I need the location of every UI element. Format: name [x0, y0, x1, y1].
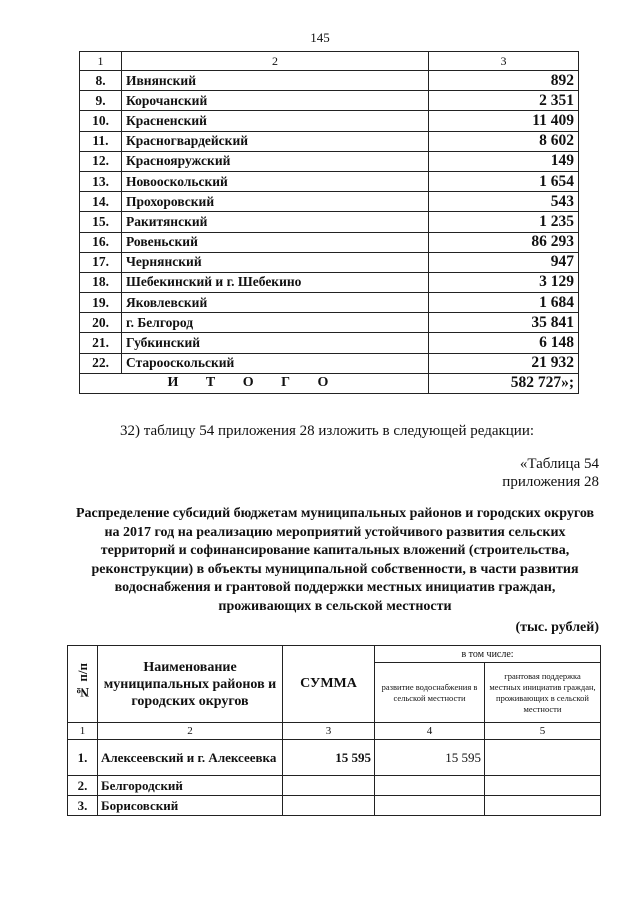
grant-support-value	[485, 776, 601, 796]
sum-value	[283, 796, 375, 816]
sum-value	[283, 776, 375, 796]
row-number: 17.	[80, 252, 122, 272]
row-number: 8.	[80, 71, 122, 91]
column-number: 4	[375, 723, 485, 740]
row-number: 14.	[80, 192, 122, 212]
column-header: 2	[122, 52, 429, 71]
table-row	[80, 71, 579, 91]
subsidy-value: 3 129	[429, 272, 579, 292]
row-number: 9.	[80, 91, 122, 111]
district-name: Алексеевский и г. Алексеевка	[98, 740, 283, 776]
table-row	[80, 212, 579, 232]
table-row	[80, 131, 579, 151]
table-header-row	[68, 646, 601, 663]
table-row	[80, 353, 579, 373]
column-header: 1	[80, 52, 122, 71]
table-title: Распределение субсидий бюджетам муниципальных районов и городских округов на 2017 год на реализацию мероприятий устойчивого развития сельских территорий и софинансирование капитальных вложений (строительства, реконструкции) в объекты муниципальной собственности, в части развития водоснабжения и грантовой поддержки местных инициатив граждан, проживающих в сельской местности	[75, 506, 595, 614]
table-row	[68, 796, 601, 816]
district-name: Борисовский	[98, 796, 283, 816]
row-number: 1.	[68, 740, 98, 776]
column-header-num: № п/п	[68, 646, 98, 723]
row-number: 18.	[80, 272, 122, 292]
row-number: 15.	[80, 212, 122, 232]
column-number: 3	[283, 723, 375, 740]
column-header-including: в том числе:	[375, 646, 601, 663]
table-row	[80, 151, 579, 171]
district-name: Шебекинский и г. Шебекино	[122, 272, 429, 292]
subsidy-value: 1 654	[429, 171, 579, 191]
subsidy-value: 8 602	[429, 131, 579, 151]
subsidy-value: 543	[429, 192, 579, 212]
total-label: И Т О Г О	[80, 373, 429, 393]
water-supply-value	[375, 776, 485, 796]
subsidy-value: 892	[429, 71, 579, 91]
table-reference	[502, 455, 599, 491]
units-label: (тыс. рублей)	[515, 620, 599, 635]
district-name: г. Белгород	[122, 313, 429, 333]
table-row	[80, 192, 579, 212]
table-row	[80, 313, 579, 333]
table-row	[80, 293, 579, 313]
district-name: Прохоровский	[122, 192, 429, 212]
row-number: 22.	[80, 353, 122, 373]
column-header-sum: СУММА	[283, 646, 375, 723]
table-row	[80, 252, 579, 272]
table-row	[68, 740, 601, 776]
district-name: Корочанский	[122, 91, 429, 111]
table-reference-line: приложения 28	[502, 474, 599, 490]
row-number: 13.	[80, 171, 122, 191]
subsidy-value: 2 351	[429, 91, 579, 111]
column-header: 3	[429, 52, 579, 71]
subsidy-value: 149	[429, 151, 579, 171]
table-row	[80, 91, 579, 111]
water-supply-value	[375, 796, 485, 816]
column-header-name: Наименование муниципальных районов и городских округов	[98, 646, 283, 723]
district-name: Ивнянский	[122, 71, 429, 91]
table-subsidies	[67, 645, 601, 816]
district-name: Яковлевский	[122, 293, 429, 313]
amendment-instruction: 32) таблицу 54 приложения 28 изложить в следующей редакции:	[120, 423, 535, 439]
district-name: Ровеньский	[122, 232, 429, 252]
district-name: Белгородский	[98, 776, 283, 796]
table-row	[68, 776, 601, 796]
table-row	[80, 333, 579, 353]
table-row	[80, 272, 579, 292]
table-districts-continued	[79, 51, 579, 394]
table-row	[80, 232, 579, 252]
total-row	[80, 373, 579, 393]
district-name: Красногвардейский	[122, 131, 429, 151]
row-number: 10.	[80, 111, 122, 131]
subsidy-value: 6 148	[429, 333, 579, 353]
row-number: 16.	[80, 232, 122, 252]
subsidy-value: 21 932	[429, 353, 579, 373]
district-name: Губкинский	[122, 333, 429, 353]
table-row	[80, 111, 579, 131]
table-row	[80, 171, 579, 191]
table-reference-line: «Таблица 54	[519, 456, 599, 472]
subsidy-value: 1 684	[429, 293, 579, 313]
row-number: 3.	[68, 796, 98, 816]
row-number: 11.	[80, 131, 122, 151]
column-header-grant-support: грантовая поддержка местных инициатив граждан, проживающих в сельской местности	[485, 663, 601, 723]
district-name: Краснояружский	[122, 151, 429, 171]
subsidy-value: 35 841	[429, 313, 579, 333]
water-supply-value: 15 595	[375, 740, 485, 776]
grant-support-value	[485, 796, 601, 816]
column-number: 5	[485, 723, 601, 740]
subsidy-value: 947	[429, 252, 579, 272]
district-name: Старооскольский	[122, 353, 429, 373]
table-header-row	[80, 52, 579, 71]
row-number: 20.	[80, 313, 122, 333]
district-name: Ракитянский	[122, 212, 429, 232]
subsidy-value: 86 293	[429, 232, 579, 252]
subsidy-value: 1 235	[429, 212, 579, 232]
district-name: Чернянский	[122, 252, 429, 272]
column-header-water-supply: развитие водоснабжения в сельской местности	[375, 663, 485, 723]
district-name: Красненский	[122, 111, 429, 131]
column-numbers-row	[68, 723, 601, 740]
row-number: 2.	[68, 776, 98, 796]
district-name: Новооскольский	[122, 171, 429, 191]
grant-support-value	[485, 740, 601, 776]
column-number: 2	[98, 723, 283, 740]
row-number: 21.	[80, 333, 122, 353]
page-number: 145	[310, 30, 330, 45]
total-value: 582 727»;	[429, 373, 579, 393]
subsidy-value: 11 409	[429, 111, 579, 131]
row-number: 12.	[80, 151, 122, 171]
column-number: 1	[68, 723, 98, 740]
sum-value: 15 595	[283, 740, 375, 776]
row-number: 19.	[80, 293, 122, 313]
